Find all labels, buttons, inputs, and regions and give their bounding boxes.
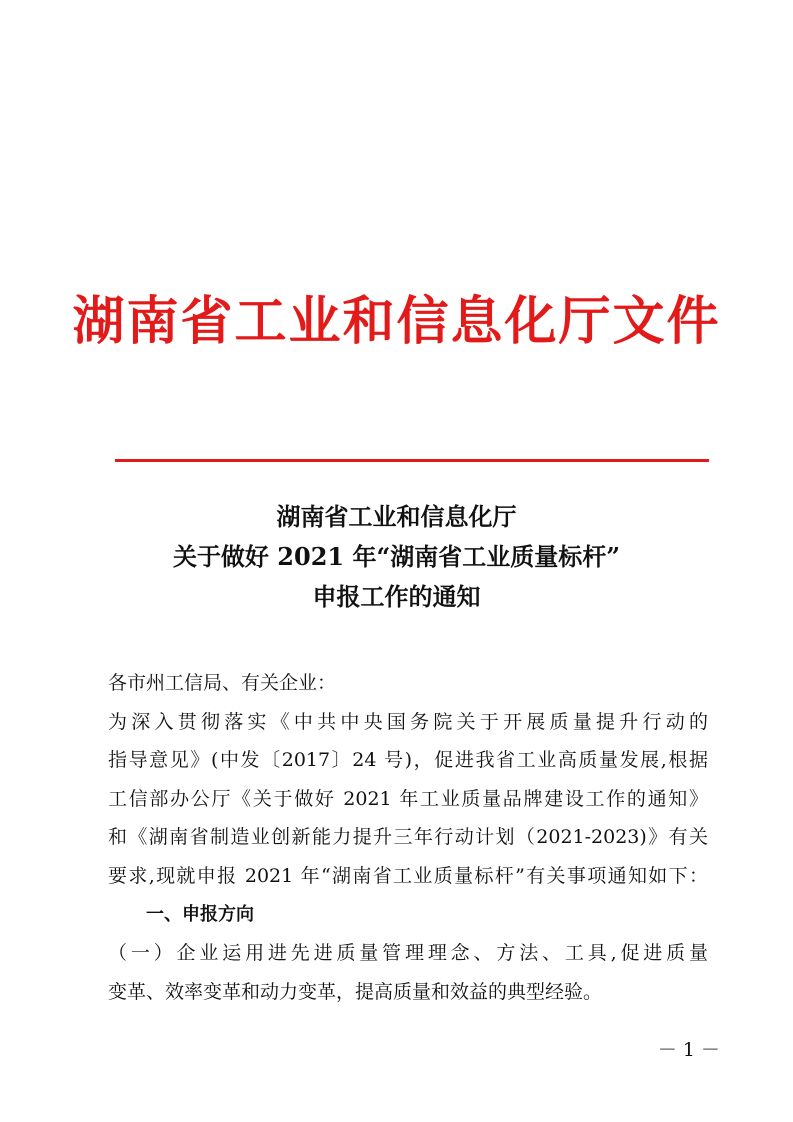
salutation: 各市州工信局、有关企业： — [108, 672, 337, 694]
document-title — [60, 497, 733, 617]
intro-line-3: 工信部办公厅《关于做好 2021 年工业质量品牌建设工作的通知》 — [108, 787, 708, 810]
title-line-3: 申报工作的通知 — [312, 582, 481, 611]
title-line-1: 湖南省工业和信息化厅 — [276, 502, 517, 531]
section-heading-1: 一、申报方向 — [146, 903, 254, 925]
item1-line-1: （一）企业运用进先进质量管理理念、方法、工具,促进质量 — [108, 942, 708, 965]
document-masthead: 湖南省工业和信息化厅文件 — [72, 291, 721, 352]
intro-line-1: 为深入贯彻落实《中共中央国务院关于开展质量提升行动的 — [108, 710, 708, 733]
red-divider-line — [115, 459, 709, 462]
item1-line-2: 变革、效率变革和动力变革，提高质量和效益的典型经验。 — [108, 980, 603, 1003]
title-line-2: 关于做好 2021 年“湖南省工业质量标杆” — [172, 542, 621, 571]
intro-line-5: 要求,现就申报 2021 年“湖南省工业质量标杆”有关事项通知如下： — [108, 864, 708, 887]
page-number: － 1 － — [657, 1039, 720, 1061]
intro-line-2: 指导意见》(中发〔2017〕24 号)，促进我省工业高质量发展,根据 — [108, 749, 708, 772]
document-body — [108, 664, 708, 1011]
intro-line-4: 和《湖南省制造业创新能力提升三年行动计划（2021-2023)》有关 — [108, 826, 708, 849]
